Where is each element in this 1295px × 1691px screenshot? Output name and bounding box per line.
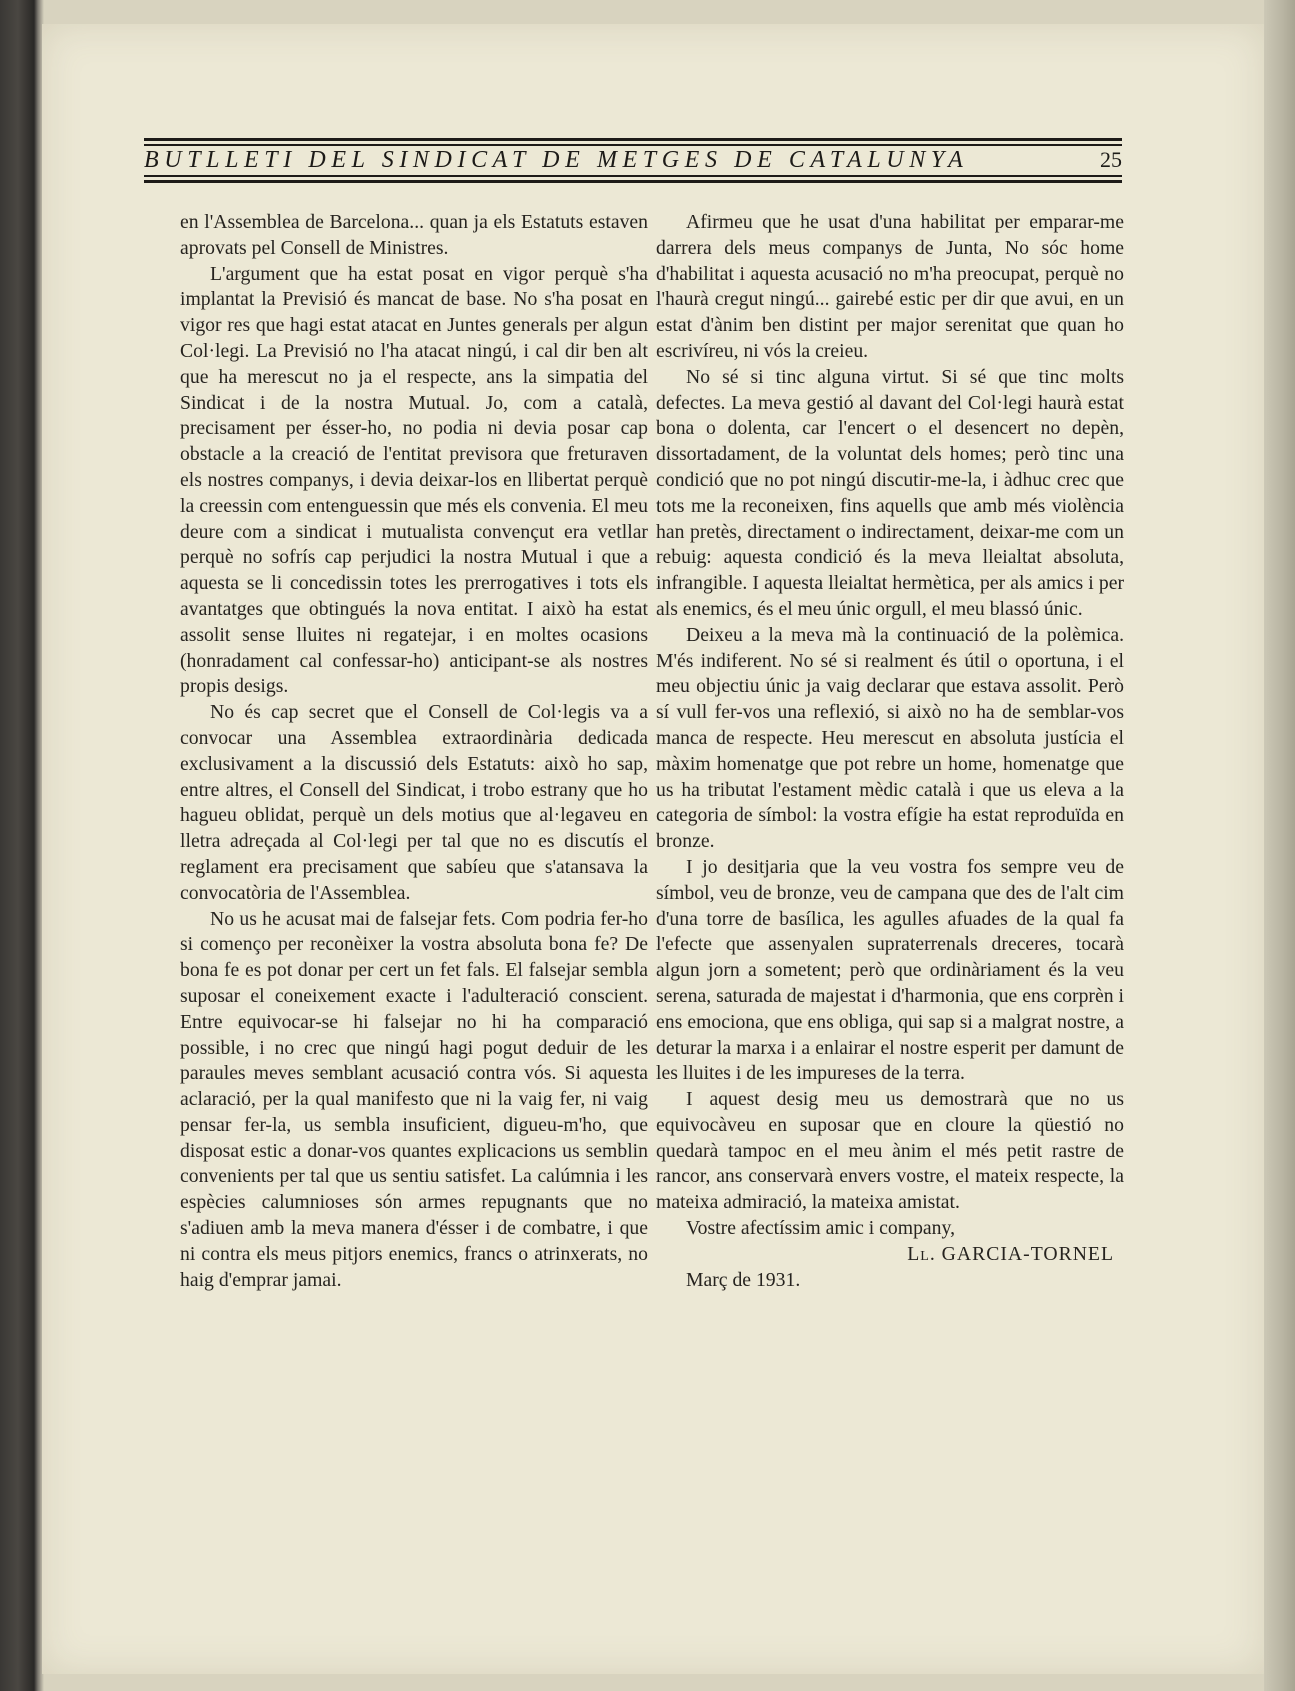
header-rule-bottom-thin [144, 175, 1122, 177]
paragraph: Deixeu a la meva mà la continuació de la polèmica. M'és indiferent. No sé si realment és útil o oportuna, i el meu objectiu únic ja vaig declarar que estava assolit. Però sí vull fer-vos una reflexió, si això no ha de semblar-vos manca de respecte. Heu merescut en absoluta justícia el màxim homenatge que pot rebre un home, homenatge que us ha tributat l'estament mèdic català i que us eleva a la categoria de símbol: la vostra efígie ha estat reproduïda en bronze. [656, 623, 1124, 853]
paragraph: No us he acusat mai de falsejar fets. Com podria fer-ho si començo per reconèixer la vostra absoluta bona fe? De bona fe es pot donar per cert un fet fals. El falsejar sembla suposar el coneixement exacte i l'adulteració conscient. Entre equivocar-se hi falsejar no hi ha comparació possible, i no crec que ningú hagi pogut deduir de les paraules meves semblant acusació contra vós. Si aquesta aclaració, per la qual manifesto que ni la vaig fer, ni vaig pensar fer-la, us sembla insuficient, digueu-m'ho, que disposat estic a donar-vos quantes explicacions us semblin convenients per tal que us sentiu satisfet. La calúmnia i les espècies calumnioses són armes repugnants que no s'adiuen amb la meva manera d'ésser i de combatre, i que ni contra els meus pitjors enemics, francs o atrinxerats, no haig d'emprar jamai. [180, 907, 648, 1291]
header-rule-top [144, 138, 1122, 141]
running-header [144, 138, 1122, 184]
paragraph: Afirmeu que he usat d'una habilitat per emparar-me darrera dels meus companys de Junta, No sóc home d'habilitat i aquesta acusació no m'ha preocupat, perquè no l'haurà cregut ningú... gairebé estic per dir que avui, en un estat d'ànim ben distint per major serenitat que quan ho escrivíreu, ni vós la creieu. [656, 211, 1124, 362]
paragraph: L'argument que ha estat posat en vigor perquè s'ha implantat la Previsió és mancat de base. No s'ha posat en vigor res que hagi estat atacat en Juntes generals per algun Col·legi. La Previsió no l'ha atacat ningú, i cal dir ben alt que ha merescut no ja el respecte, ans la simpatia del Sindicat i de la nostra Mutual. Jo, com a català, precisament per ésser-ho, no podia ni devia posar cap obstacle a la creació de l'entitat previsora que freturaven els nostres companys, i devia deixar-los en llibertat perquè la creessin com entenguessin que més els convenia. El meu deure com a sindicat i mutualista convençut era vetllar perquè no sofrís cap perjudici la nostra Mutual i que a aquesta se li concedissin totes les prerrogatives i tots els avantatges que obtingués la nova entitat. I això ha estat assolit sense lluites ni regatejar, i en moltes ocasions (honradament cal confessar-ho) anticipant-se als nostres propis desigs. [180, 262, 648, 698]
left-column [180, 210, 648, 1293]
journal-title: BUTLLETI DEL SINDICAT DE METGES DE CATALUNYA [144, 147, 969, 173]
paragraph: No sé si tinc alguna virtut. Si sé que tinc molts defectes. La meva gestió al davant del Col·legi haurà estat bona o dolenta, car l'encert o el desencert no depèn, dissortadament, de la voluntat dels homes; però tinc una condició que no pot ningú discutir-me-la, i àdhuc crec que tots me la reconeixen, fins aquells que amb més violència han pretès, directament o indirectament, deixar-me com un rebuig: aquesta condició és la meva lleialtat absoluta, infrangible. I aquesta lleialtat hermètica, per als amics i per als enemics, és el meu únic orgull, el meu blassó únic. [656, 365, 1124, 620]
page-number: 25 [1100, 147, 1122, 172]
date-line: Març de 1931. [686, 1268, 801, 1291]
paragraph: en l'Assemblea de Barcelona... quan ja els Estatuts estaven aprovats pel Consell de Ministres. [180, 211, 648, 259]
header-rule-bottom [144, 180, 1122, 183]
closing-line: Vostre afectíssim amic i company, [686, 1217, 955, 1240]
paragraph: I aquest desig meu us demostrarà que no us equivocàveu en suposar que en cloure la qüestió no quedarà tampoc en el meu ànim el més petit rastre de rancor, ans conservarà envers vostre, el mateix respecte, la mateixa admiració, la mateixa amistat. [656, 1088, 1124, 1214]
paragraph: I jo desitjaria que la veu vostra fos sempre veu de símbol, veu de bronze, veu de campana que des de l'alt cim d'una torre de basílica, les agulles afuades de la qual fa l'efecte que assenyalen supraterrenals dreceres, tocarà algun jorn a sometent; però que ordinàriament és la veu serena, saturada de majestat i d'harmonia, que ens corprèn i ens emociona, que ens obliga, qui sap si a malgrat nostre, a deturar la marxa i a enlairar el nostre esperit per damunt de les lluites i de les impureses de la terra. [656, 855, 1124, 1085]
right-column [656, 210, 1124, 1293]
paragraph: No és cap secret que el Consell de Col·legis va a convocar una Assemblea extraordinària dedicada exclusivament a la discussió dels Estatuts: això ho sap, entre altres, el Consell del Sindicat, i trobo estrany que ho hagueu oblidat, perquè un dels motius que al·legaveu en lletra adreçada al Col·legi per tal que no es discutís el reglament era precisament que sabíeu que s'atansava la convocatòria de l'Assemblea. [180, 701, 648, 904]
signature: Ll. GARCIA-TORNEL [907, 1242, 1114, 1265]
page-edge [1264, 0, 1295, 1691]
